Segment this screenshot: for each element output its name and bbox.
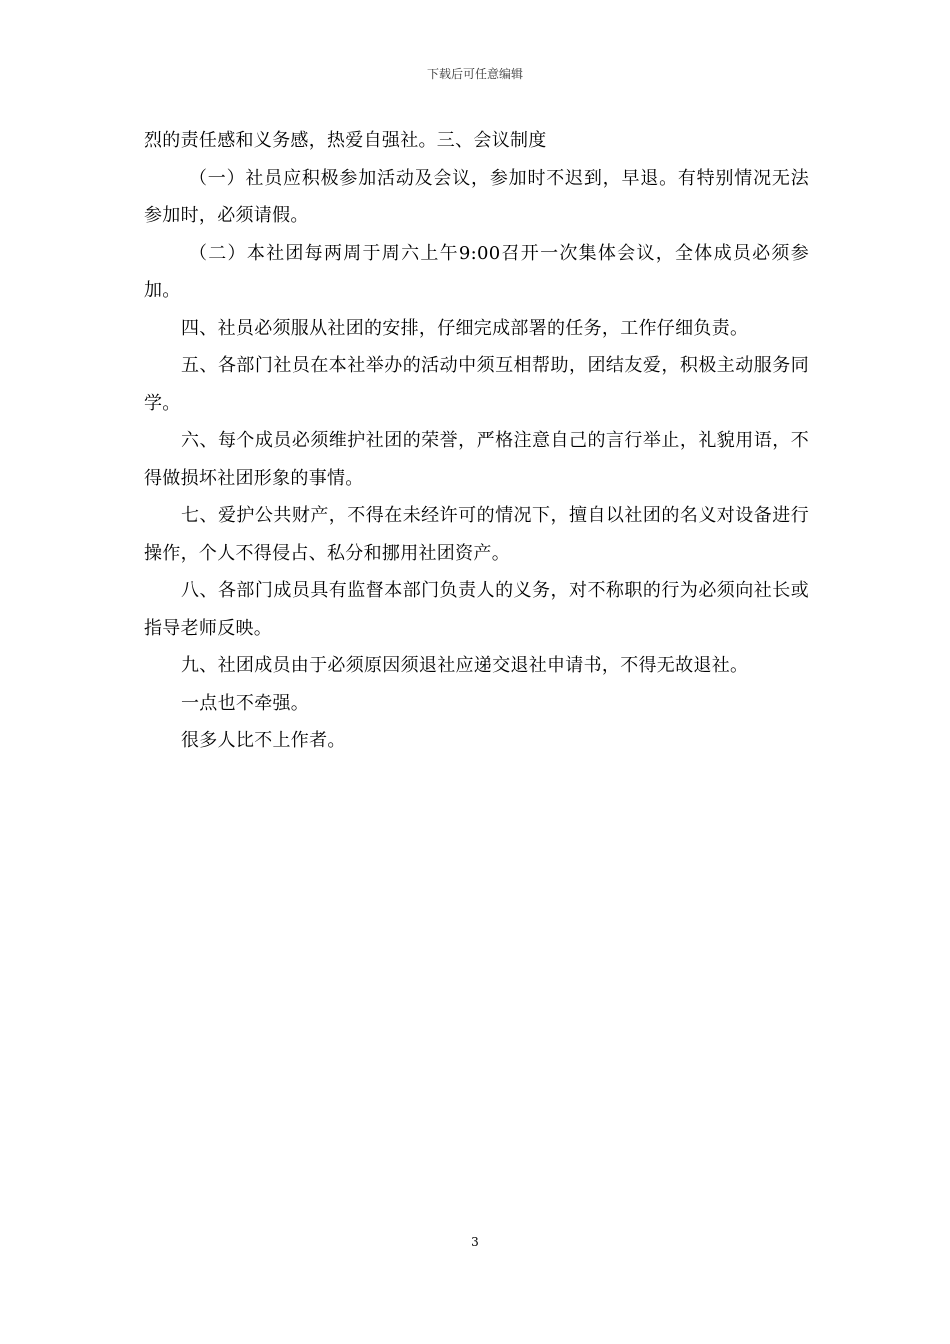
paragraph-rule-9: 九、社团成员由于必须原因须退社应递交退社申请书，不得无故退社。 <box>181 655 749 676</box>
page-number: 3 <box>471 1235 479 1249</box>
paragraph-rule-8: 八、各部门成员具有监督本部门负责人的义务，对不称职的行为必须向社长或指导老师反映。 <box>144 580 809 639</box>
paragraph-rule-5: 五、各部门社员在本社举办的活动中须互相帮助，团结友爱，积极主动服务同学。 <box>144 355 809 414</box>
paragraph-rule-4: 四、社员必须服从社团的安排，仔细完成部署的任务，工作仔细负责。 <box>181 317 749 339</box>
page-header: 下载后可任意编辑 <box>426 67 523 81</box>
paragraph-rule-6: 六、每个成员必须维护社团的荣誉，严格注意自己的言行举止，礼貌用语，不得做损坏社团形象的事情。 <box>144 430 809 489</box>
paragraph-continuation: 烈的责任感和义务感，热爱自强社。三、会议制度 <box>144 130 547 151</box>
document-body <box>144 122 809 760</box>
paragraph-extra-2: 很多人比不上作者。 <box>181 730 346 751</box>
paragraph-meeting-rule-1: （一）社员应积极参加活动及会议，参加时不迟到，早退。有特别情况无法参加时，必须请假。 <box>144 167 809 226</box>
paragraph-meeting-rule-2: （二）本社团每两周于周六上午9:00召开一次集体会议，全体成员必须参加。 <box>144 242 809 301</box>
paragraph-extra-1: 一点也不牵强。 <box>181 692 310 714</box>
paragraph-rule-7: 七、爱护公共财产，不得在未经许可的情况下，擅自以社团的名义对设备进行操作，个人不得侵占、私分和挪用社团资产。 <box>144 505 809 564</box>
